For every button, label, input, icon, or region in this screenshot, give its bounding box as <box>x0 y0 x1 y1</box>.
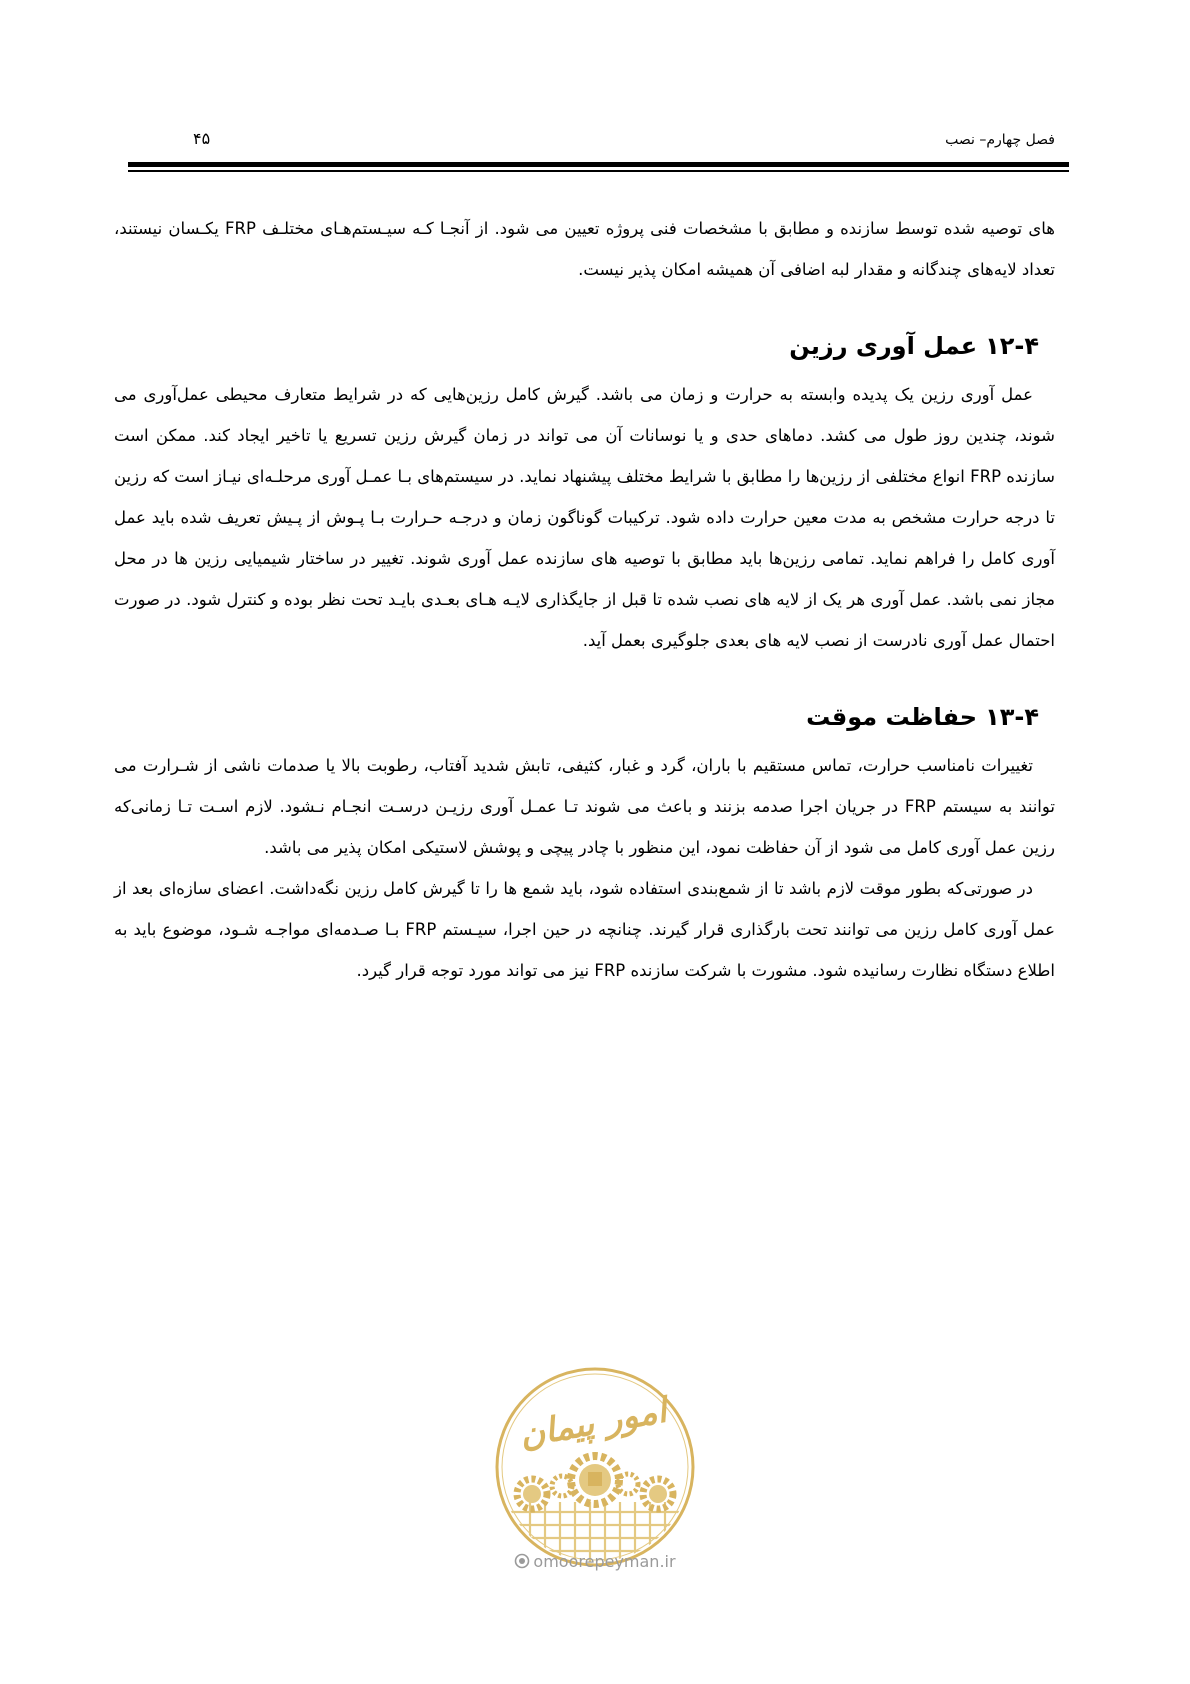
header-rule-thin <box>128 170 1069 172</box>
body-text <box>114 208 1055 991</box>
section-title: حفاظت موقت <box>806 703 978 731</box>
paragraph-intro: های توصیه شده توسط سازنده و مطابق با مشخصات فنی پروژه تعیین می شود. از آنجـا کـه سیـستم‌هـای مختلـف FRP یکـسان نیستند، تعداد لایه‌های چندگانه و مقدار لبه اضافی آن همیشه امکان پذیر نیست. <box>114 219 1055 279</box>
gear-icon <box>643 1479 673 1509</box>
gear-icon <box>517 1479 547 1509</box>
section-number: ۱۳-۴ <box>985 703 1039 731</box>
site-logo-icon <box>514 1553 530 1569</box>
section-heading-13 <box>114 701 1055 733</box>
paragraph-temporary-protection-1: تغییرات نامناسب حرارت، تماس مستقیم با باران، گرد و غبار، کثیفی، تابش شدید آفتاب، رطوبت بالا یا صدمات ناشی از شـرارت می توانند به سیستم FRP در جریان اجرا صدمه بزنند و باعث می شوند تـا عمـل آوری رزیـن درسـت انجـام نـشود. لازم اسـت تـا زمانی‌که رزین عمل آوری کامل می شود از آن حفاظت نمود، این منظور با چادر پیچی و پوشش لاستیکی امکان پذیر می باشد. <box>114 756 1055 857</box>
section-title: عمل آوری رزین <box>789 332 978 360</box>
website-url: omoorepeyman.ir <box>533 1552 676 1571</box>
section-number: ۱۲-۴ <box>985 332 1039 360</box>
header-rule-thick <box>128 162 1069 167</box>
watermark-logo <box>490 1362 700 1572</box>
page-number: ۴۵ <box>193 129 211 148</box>
central-gear-icon <box>571 1456 619 1504</box>
paragraph-temporary-protection-2: در صورتی‌که بطور موقت لازم باشد تا از شمع‌بندی استفاده شود، باید شمع ها را تا گیرش کامل رزین نگه‌داشت. اعضای سازه‌ای بعد از عمل آوری کامل رزین می توانند تحت بارگذاری قرار گیرند. چنانچه در حین اجرا، سیـستم FRP بـا صـدمه‌ای مواجـه شـود، موضوع باید به اطلاع دستگاه نظارت رسانیده شود. مشورت با شرکت سازنده FRP نیز می تواند مورد توجه قرار گیرد. <box>114 879 1055 980</box>
website-footer <box>0 1551 1190 1573</box>
logo-lettering: امور پیمان <box>516 1390 670 1456</box>
running-header-chapter: فصل چهارم– نصب <box>945 132 1055 148</box>
paragraph-resin-curing: عمل آوری رزین یک پدیده وابسته به حرارت و زمان می باشد. گیرش کامل رزین‌هایی که در شرایط متعارف محیطی عمل‌آوری می شوند، چندین روز طول می کشد. دماهای حدی و یا نوسانات آن می تواند در زمان گیرش رزین تسریع یا تاخیر ایجاد کند. ممکن است سازنده FRP انواع مختلفی از رزین‌ها را مطابق با شرایط مختلف پیشنهاد نماید. در سیستم‌های بـا عمـل آوری مرحلـه‌ای نیـاز است که رزین تا درجه حرارت مشخص به مدت معین حرارت داده شود. ترکیبات گوناگون زمان و درجـه حـرارت بـا پـوش از پـیش تعریف شده باید عمل آوری کامل را فراهم نماید. تمامی رزین‌ها باید مطابق با توصیه های سازنده عمل آوری شوند. تغییر در ساختار شیمیایی رزین ها در محل مجاز نمی باشد. عمل آوری هر یک از لایه های نصب شده تا قبل از جایگذاری لایـه هـای بعـدی بایـد تحت نظر بوده و کنترل شود. در صورت احتمال عمل آوری نادرست از نصب لایه های بعدی جلوگیری بعمل آید. <box>114 385 1055 650</box>
section-heading-12 <box>114 330 1055 362</box>
